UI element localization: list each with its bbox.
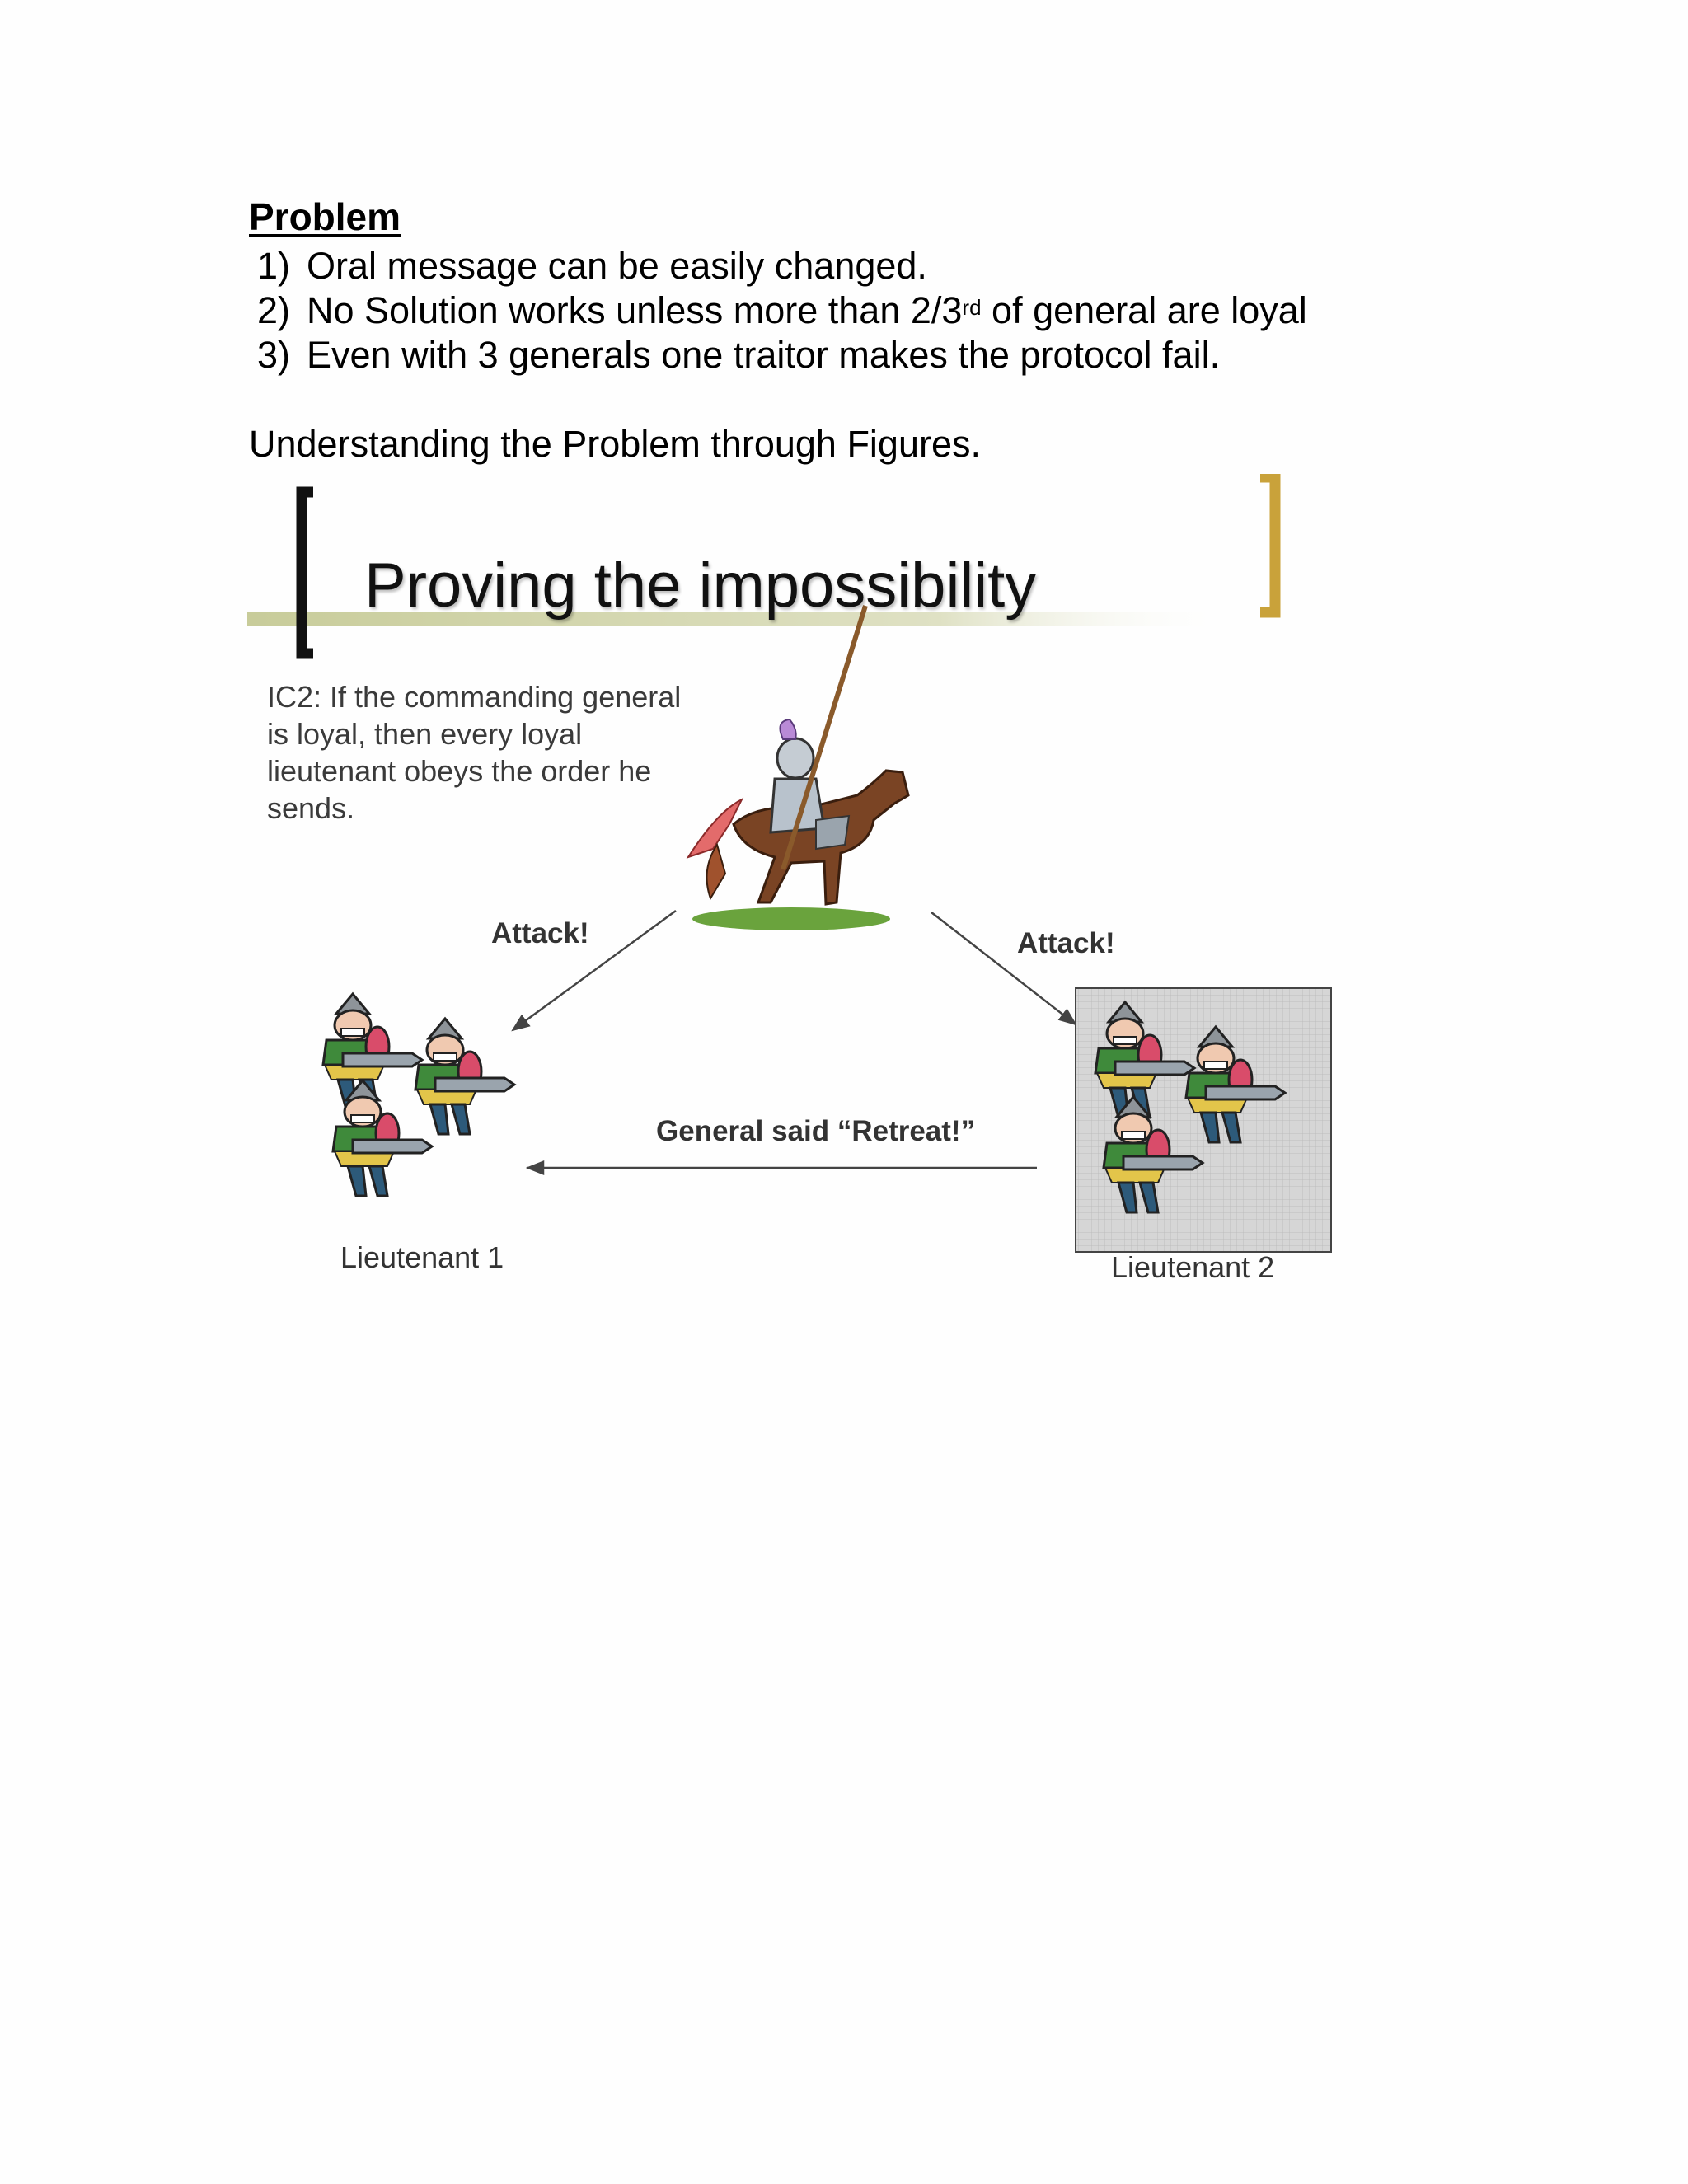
slide-figure: [247, 474, 1356, 1298]
problem-heading: Problem: [249, 195, 401, 238]
superscript: rd: [962, 295, 982, 320]
list-text: Even with 3 generals one traitor makes the protocol fail.: [307, 334, 1221, 376]
knight-on-horse-icon: [688, 606, 908, 930]
bracket-right-icon: [1260, 477, 1275, 612]
bracket-left-icon: [302, 492, 313, 654]
intro-text: Understanding the Problem through Figures.: [249, 423, 982, 465]
list-item: [257, 288, 1307, 333]
lieutenant-2-label: Lieutenant 2: [1111, 1250, 1275, 1284]
relay-message-label: General said “Retreat!”: [656, 1115, 976, 1147]
list-number: 3): [257, 334, 291, 376]
list-number: 2): [257, 289, 291, 331]
list-text: No Solution works unless more than 2/3: [307, 289, 963, 331]
list-number: 1): [257, 245, 291, 287]
list-item: [257, 244, 1307, 288]
soldiers-lieutenant-1-icon: [323, 994, 514, 1196]
slide-title: Proving the impossibility: [364, 551, 1037, 621]
list-item: [257, 333, 1307, 377]
ic2-condition-text: IC2: If the commanding general is loyal, then every loyal lieutenant obeys the order he sends.: [267, 680, 682, 825]
list-text: Oral message can be easily changed.: [307, 245, 927, 287]
problem-list: [257, 244, 1307, 377]
order-label-right: Attack!: [1017, 927, 1115, 959]
lieutenant-1-label: Lieutenant 1: [340, 1240, 504, 1274]
order-label-left: Attack!: [491, 917, 589, 949]
list-text: of general are loyal: [981, 289, 1307, 331]
